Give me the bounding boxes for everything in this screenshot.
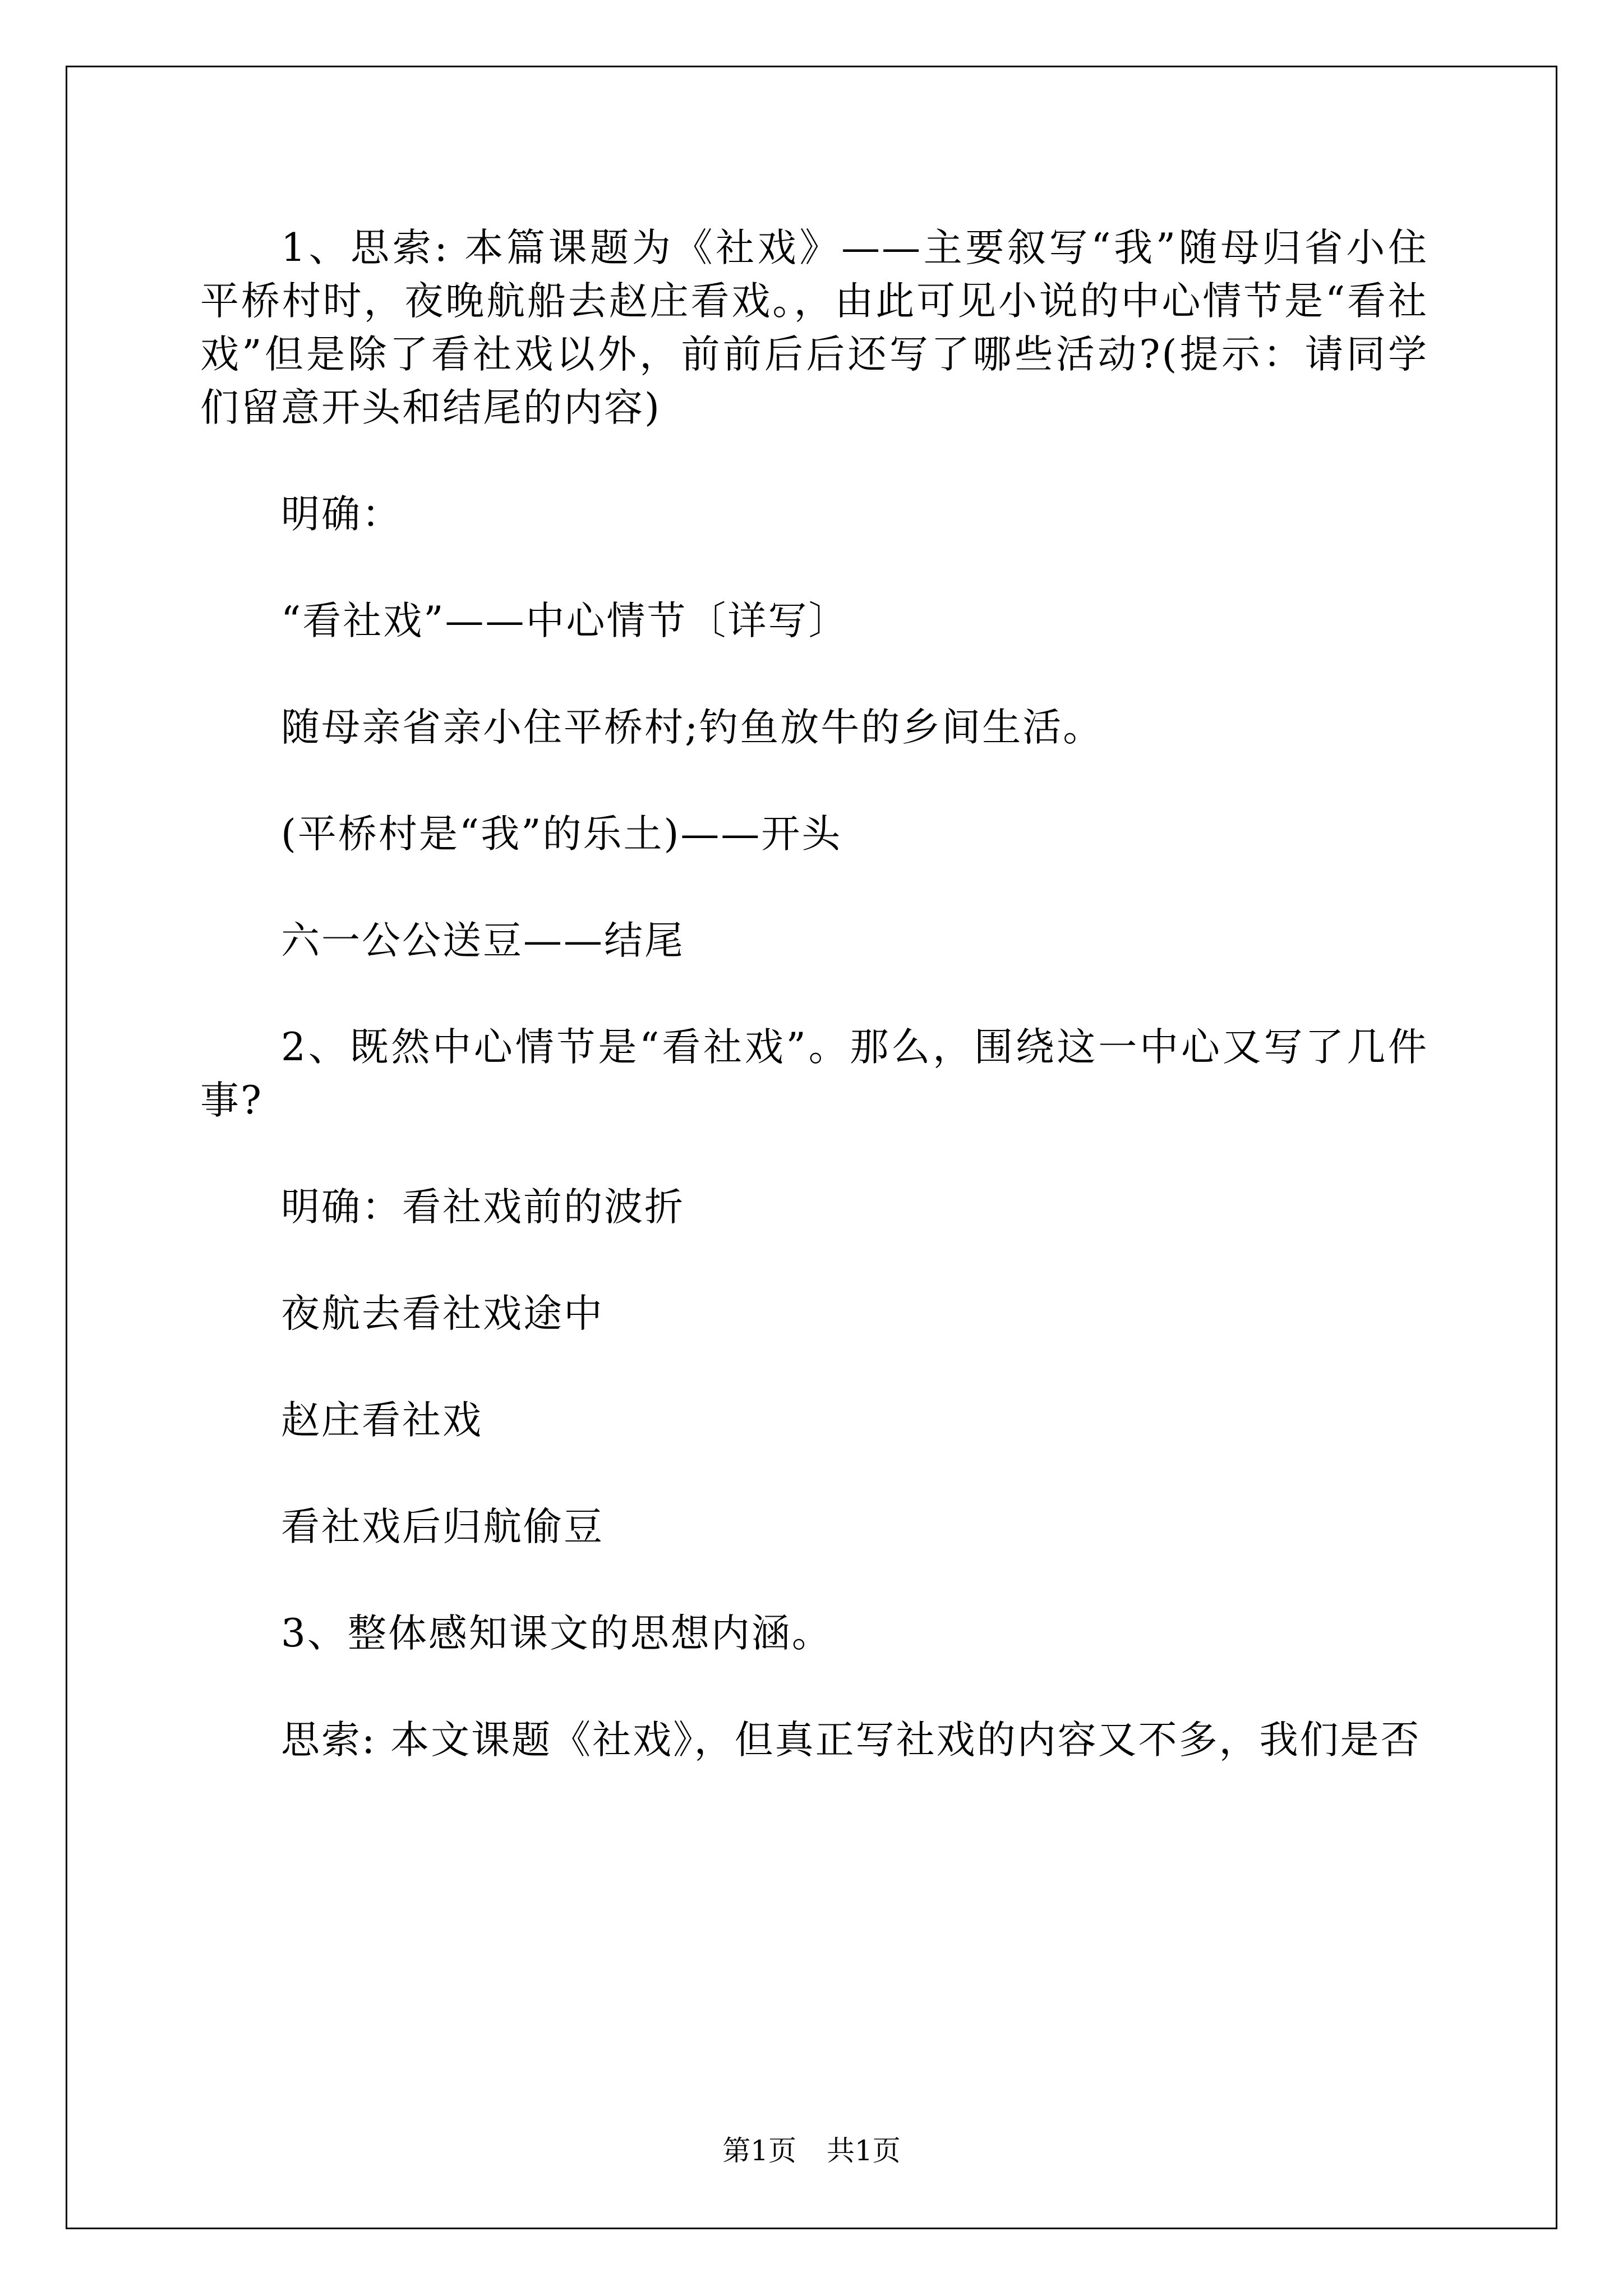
paragraph-reflection: 思索: 本文课题《社戏》，但真正写社戏的内容又不多，我们是否 <box>281 1718 1421 1763</box>
paragraph-question-1: 1、思索: 本篇课题为《社戏》——主要叙写“我”随母归省小住平桥村时，夜晚航船去赵庄看戏。，由此可见小说的中心情节是“看社戏”但是除了看社戏以外，前前后后还写了哪些活动?(提示：请同学们留意开头和结尾的内容) <box>200 226 1428 430</box>
paragraph-zhaozhuang: 赵庄看社戏 <box>281 1398 483 1443</box>
paragraph-ending: 六一公公送豆——结尾 <box>281 918 685 963</box>
paragraph-answer-2: 明确：看社戏前的波折 <box>281 1185 685 1230</box>
paragraph-answer-label: 明确： <box>281 492 402 537</box>
page-number-total: 共1页 <box>827 2134 901 2167</box>
paragraph-stealing-beans: 看社戏后归航偷豆 <box>281 1504 604 1549</box>
paragraph-question-3: 3、整体感知课文的思想内涵。 <box>281 1611 832 1656</box>
paragraph-main-plot: “看社戏”——中心情节〔详写〕 <box>281 599 849 643</box>
paragraph-night-voyage: 夜航去看社戏途中 <box>281 1291 604 1336</box>
document-body <box>200 222 1428 1820</box>
paragraph-village-life: 随母亲省亲小住平桥村;钓鱼放牛的乡间生活。 <box>281 705 1104 750</box>
page-footer <box>0 2134 1623 2168</box>
page-number-current: 第1页 <box>722 2134 796 2167</box>
paragraph-question-2: 2、既然中心情节是“看社戏”。那么，围绕这一中心又写了几件事? <box>200 1025 1428 1123</box>
paragraph-opening: (平桥村是“我”的乐土)——开头 <box>281 812 842 857</box>
